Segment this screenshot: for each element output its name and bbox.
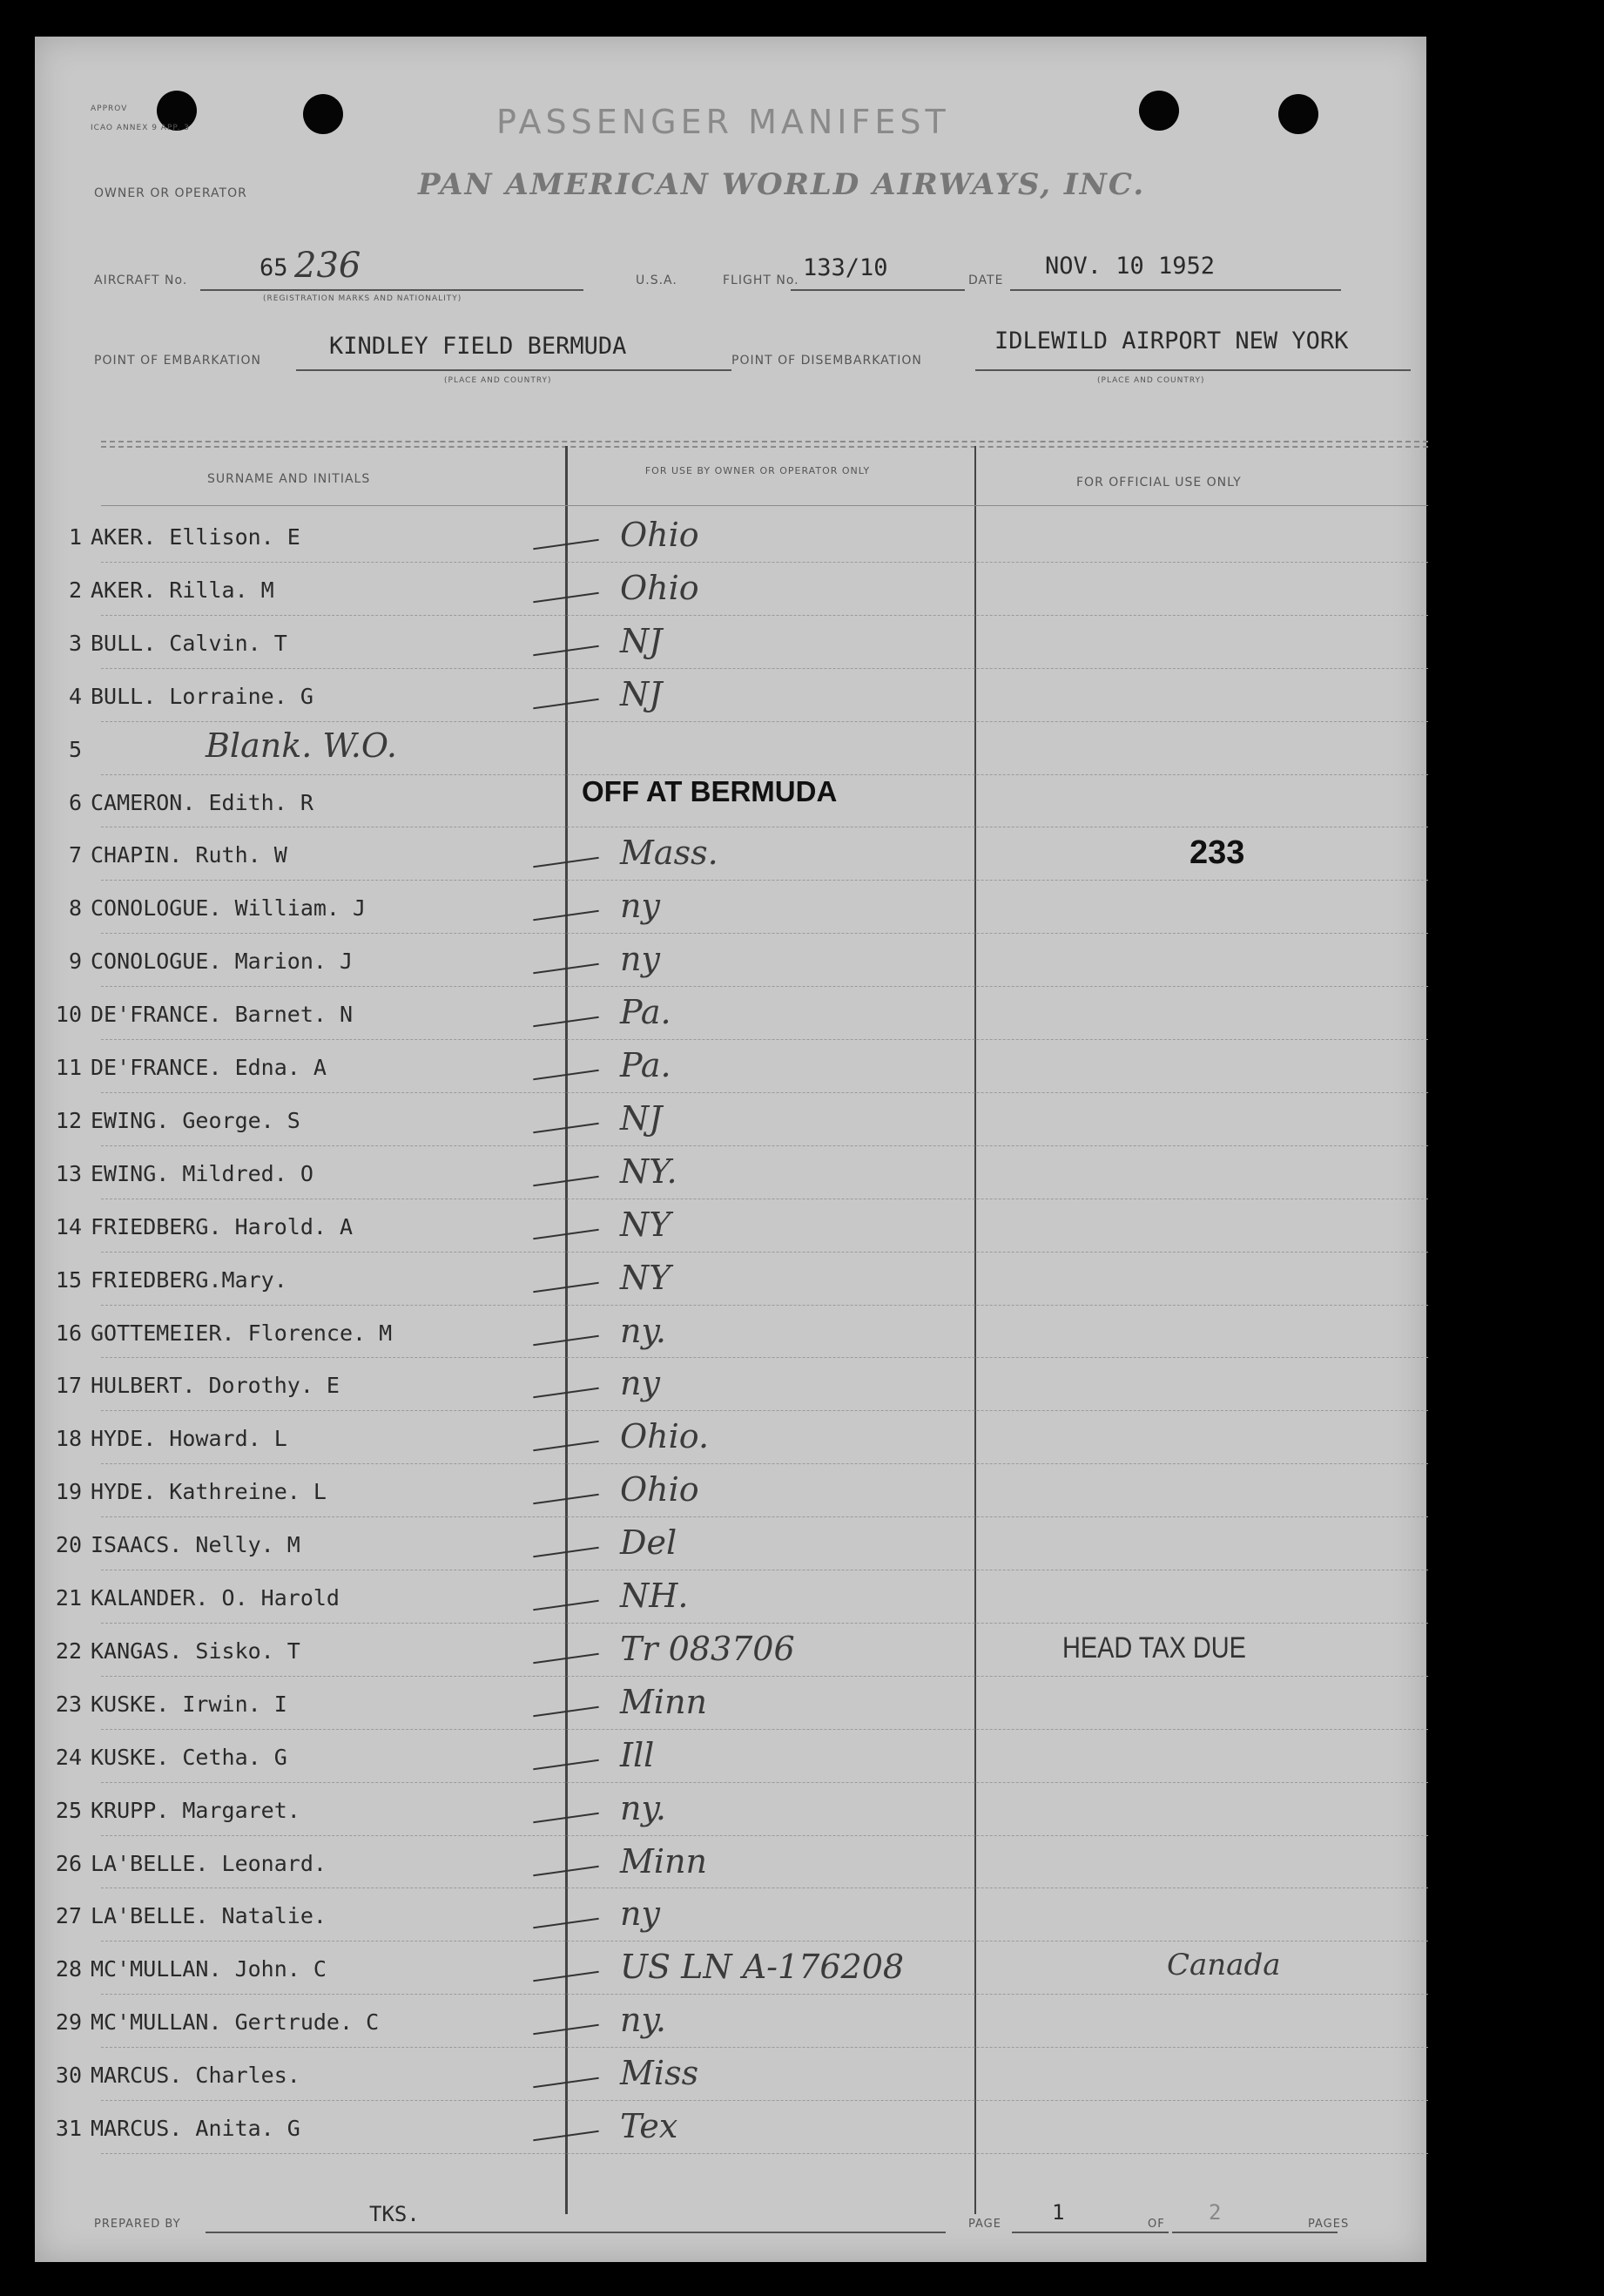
row-separator (101, 1092, 1428, 1093)
row-number: 28 (55, 1956, 82, 1982)
passenger-name: FRIEDBERG.Mary. (91, 1266, 287, 1293)
passenger-row (35, 1479, 327, 1504)
row-number: 3 (68, 630, 82, 656)
residence-note: NY (620, 1258, 671, 1297)
row-number: 2 (68, 577, 82, 603)
residence-note: Ohio. (620, 1417, 710, 1456)
row-number: 22 (55, 1638, 82, 1664)
passenger-name: CHAPIN. Ruth. W (91, 842, 287, 868)
row-separator (101, 1994, 1428, 1995)
of-label: OF (1148, 2218, 1165, 2231)
residence-note: ny (620, 940, 660, 979)
row-number: 15 (55, 1266, 82, 1293)
residence-note: ny. (620, 1788, 666, 1827)
row-number: 17 (55, 1373, 82, 1399)
row-number: 14 (55, 1213, 82, 1239)
row-number: 8 (68, 895, 82, 922)
aircraft-label: AIRCRAFT No. (94, 273, 188, 287)
operator-name: PAN AMERICAN WORLD AIRWAYS, INC. (418, 167, 1146, 202)
residence-note: ny (620, 887, 660, 926)
place-note: (PLACE AND COUNTRY) (1097, 376, 1205, 385)
row-number: 30 (55, 2063, 82, 2089)
passenger-name: CONOLOGUE. William. J (91, 895, 367, 922)
residence-note: NJ (620, 1098, 663, 1138)
row-separator (101, 2047, 1428, 2048)
passenger-name: HULBERT. Dorothy. E (91, 1373, 340, 1399)
passenger-name: KANGAS. Sisko. T (91, 1638, 300, 1664)
passenger-row (35, 1055, 327, 1080)
passenger-name: FRIEDBERG. Harold. A (91, 1213, 354, 1239)
passenger-name: EWING. George. S (91, 1107, 300, 1133)
official-number-stamp: 233 (1190, 834, 1245, 871)
prepared-value: TKS. (369, 2202, 420, 2226)
residence-note: ny. (620, 1311, 666, 1350)
row-separator (101, 986, 1428, 987)
row-number: 18 (55, 1426, 82, 1452)
row5-handwritten: Blank. W.O. (206, 726, 397, 765)
page-value: 1 (1052, 2200, 1065, 2225)
row-separator (101, 615, 1428, 616)
passenger-row (35, 1585, 340, 1611)
aircraft-handwritten: 236 (294, 246, 361, 286)
row-number: 26 (55, 1850, 82, 1876)
passenger-row (35, 1373, 340, 1398)
row-number: 24 (55, 1744, 82, 1770)
passenger-row (35, 684, 313, 709)
passenger-name: LA'BELLE. Leonard. (91, 1850, 327, 1876)
column-header-owner-use: FOR USE BY OWNER OR OPERATOR ONLY (644, 465, 871, 476)
passenger-name: MARCUS. Anita. G (91, 2116, 300, 2141)
residence-note: NH. (620, 1577, 689, 1615)
embarkation-label: POINT OF EMBARKATION (94, 354, 262, 368)
passenger-row (35, 737, 91, 762)
passenger-row (35, 2063, 300, 2088)
row-separator (101, 1623, 1428, 1624)
row-separator (101, 2153, 1428, 2154)
passenger-row (35, 1851, 327, 1876)
residence-note: ny. (620, 2001, 666, 2040)
passenger-row (35, 1745, 287, 1770)
row-number: 5 (68, 736, 82, 762)
passenger-name: KALANDER. O. Harold (91, 1585, 340, 1611)
residence-note: Minn (620, 1841, 708, 1881)
row-number: 20 (55, 1532, 82, 1558)
passenger-row (35, 1426, 287, 1451)
passenger-row (35, 1638, 300, 1664)
column-divider (974, 446, 976, 2214)
passenger-row (35, 2009, 379, 2035)
row-separator (101, 1410, 1428, 1411)
passenger-row (35, 1214, 353, 1239)
row-separator (101, 1145, 1428, 1146)
row-number: 16 (55, 1320, 82, 1346)
row-separator (101, 1887, 1428, 1888)
approval-line: ICAO ANNEX 9 APP. 3 (91, 124, 190, 132)
row-separator (101, 1305, 1428, 1306)
row-number: 29 (55, 2009, 82, 2036)
residence-note: ny (620, 1894, 660, 1934)
passenger-row (35, 2116, 300, 2141)
row-number: 11 (55, 1055, 82, 1080)
row-separator (101, 880, 1428, 881)
passenger-row (35, 895, 366, 921)
row-separator (101, 562, 1428, 563)
aircraft-number: 65 (259, 254, 288, 281)
row-separator (101, 1729, 1428, 1730)
punch-hole (1139, 91, 1179, 131)
row-number: 12 (55, 1107, 82, 1133)
passenger-name: CAMERON. Edith. R (91, 789, 313, 815)
passenger-name: MARCUS. Charles. (91, 2063, 300, 2089)
off-at-bermuda-stamp: OFF AT BERMUDA (582, 775, 838, 807)
passenger-name: EWING. Mildred. O (91, 1160, 313, 1186)
residence-note: Tr 083706 (620, 1629, 795, 1668)
passenger-row (35, 1320, 392, 1346)
row-number: 21 (55, 1585, 82, 1611)
passenger-row (35, 1692, 287, 1717)
passenger-row (35, 949, 353, 974)
passenger-name: HYDE. Kathreine. L (91, 1479, 327, 1505)
column-divider (565, 446, 568, 2214)
row-number: 4 (68, 683, 82, 709)
passenger-row (35, 1267, 287, 1293)
passenger-row (35, 1798, 300, 1823)
residence-note: Pa. (620, 993, 671, 1032)
page-label: PAGE (968, 2218, 1001, 2231)
residence-note: Mass. (620, 834, 718, 873)
passenger-name: BULL. Lorraine. G (91, 683, 313, 709)
passenger-row (35, 524, 300, 550)
row-separator (101, 1835, 1428, 1836)
row-separator (101, 1782, 1428, 1783)
residence-note: NY. (620, 1151, 677, 1191)
passenger-name: ISAACS. Nelly. M (91, 1532, 300, 1558)
manifest-sheet (35, 37, 1426, 2262)
row-number: 7 (68, 842, 82, 868)
flight-label: FLIGHT No. (723, 273, 799, 287)
row-separator (101, 1463, 1428, 1464)
passenger-name: AKER. Rilla. M (91, 577, 274, 603)
residence-note: Del (620, 1523, 677, 1563)
passenger-name: BULL. Calvin. T (91, 630, 287, 656)
residence-note: ny (620, 1364, 660, 1403)
date-label: DATE (968, 273, 1004, 287)
row-number: 13 (55, 1160, 82, 1186)
passenger-name: MC'MULLAN. John. C (91, 1956, 327, 1982)
residence-note: NJ (620, 674, 663, 713)
official-note: HEAD TAX DUE (1062, 1631, 1246, 1665)
date-value: NOV. 10 1952 (1045, 253, 1216, 280)
registration-note: (REGISTRATION MARKS AND NATIONALITY) (263, 294, 462, 303)
row-separator (101, 2100, 1428, 2101)
passenger-name: GOTTEMEIER. Florence. M (91, 1320, 393, 1346)
embarkation-value: KINDLEY FIELD BERMUDA (329, 333, 627, 360)
nationality: U.S.A. (636, 273, 677, 287)
row-number: 19 (55, 1479, 82, 1505)
row-separator (101, 721, 1428, 722)
pages-label: PAGES (1308, 2218, 1350, 2231)
passenger-name: HYDE. Howard. L (91, 1426, 287, 1452)
of-value: 2 (1209, 2200, 1222, 2225)
passenger-row (35, 1956, 327, 1982)
punch-hole (303, 94, 343, 134)
row-separator (101, 668, 1428, 669)
passenger-row (35, 1161, 313, 1186)
residence-note: Pa. (620, 1046, 671, 1084)
passenger-row (35, 1903, 327, 1928)
official-note: Canada (1167, 1948, 1281, 1983)
row-number: 25 (55, 1797, 82, 1823)
passenger-name: KUSKE. Irwin. I (91, 1691, 287, 1717)
row-separator (101, 1516, 1428, 1517)
column-header-surname: SURNAME AND INITIALS (207, 472, 371, 486)
passenger-row (35, 1108, 300, 1133)
disembarkation-label: POINT OF DISEMBARKATION (731, 354, 922, 368)
row-separator (101, 1357, 1428, 1358)
row-number: 10 (55, 1002, 82, 1028)
residence-note: Ohio (620, 568, 699, 607)
row-separator (101, 1252, 1428, 1253)
passenger-name: DE'FRANCE. Edna. A (91, 1055, 327, 1080)
residence-note: Miss (620, 2054, 699, 2093)
approval-line: APPROV (91, 105, 128, 113)
row-number: 1 (68, 524, 82, 550)
row-separator (101, 933, 1428, 934)
row-number: 9 (68, 949, 82, 975)
passenger-name: DE'FRANCE. Barnet. N (91, 1002, 354, 1028)
row-number: 23 (55, 1691, 82, 1717)
passenger-row (35, 1532, 300, 1557)
passenger-name: KRUPP. Margaret. (91, 1797, 300, 1823)
flight-number: 133/10 (803, 254, 888, 281)
row-number: 27 (55, 1903, 82, 1929)
passenger-name: AKER. Ellison. E (91, 524, 300, 550)
residence-note: Ohio (620, 1470, 699, 1509)
residence-note: Minn (620, 1682, 708, 1721)
row-number: 31 (55, 2116, 82, 2141)
form-title: PASSENGER MANIFEST (496, 103, 950, 141)
residence-note: US LN A-176208 (620, 1948, 905, 1987)
residence-note: NY (620, 1205, 671, 1244)
residence-note: Tex (620, 2107, 678, 2145)
passenger-name: KUSKE. Cetha. G (91, 1744, 287, 1770)
passenger-row (35, 631, 287, 656)
passenger-row (35, 842, 287, 868)
row-separator (101, 1039, 1428, 1040)
punch-hole (1278, 94, 1318, 134)
residence-note: NJ (620, 621, 663, 660)
owner-label: OWNER OR OPERATOR (94, 186, 247, 200)
residence-note: Ohio (620, 516, 699, 554)
passenger-row (35, 790, 313, 815)
prepared-label: PREPARED BY (94, 2218, 181, 2231)
disembarkation-value: IDLEWILD AIRPORT NEW YORK (994, 328, 1349, 355)
passenger-name: CONOLOGUE. Marion. J (91, 949, 354, 975)
residence-note: Ill (620, 1735, 655, 1774)
place-note: (PLACE AND COUNTRY) (444, 376, 552, 385)
column-header-official-use: FOR OFFICIAL USE ONLY (1076, 476, 1242, 490)
passenger-name: LA'BELLE. Natalie. (91, 1903, 327, 1929)
passenger-row (35, 1002, 353, 1027)
row-separator (101, 1676, 1428, 1677)
row-number: 6 (68, 789, 82, 815)
passenger-row (35, 577, 274, 603)
passenger-name: MC'MULLAN. Gertrude. C (91, 2009, 380, 2036)
